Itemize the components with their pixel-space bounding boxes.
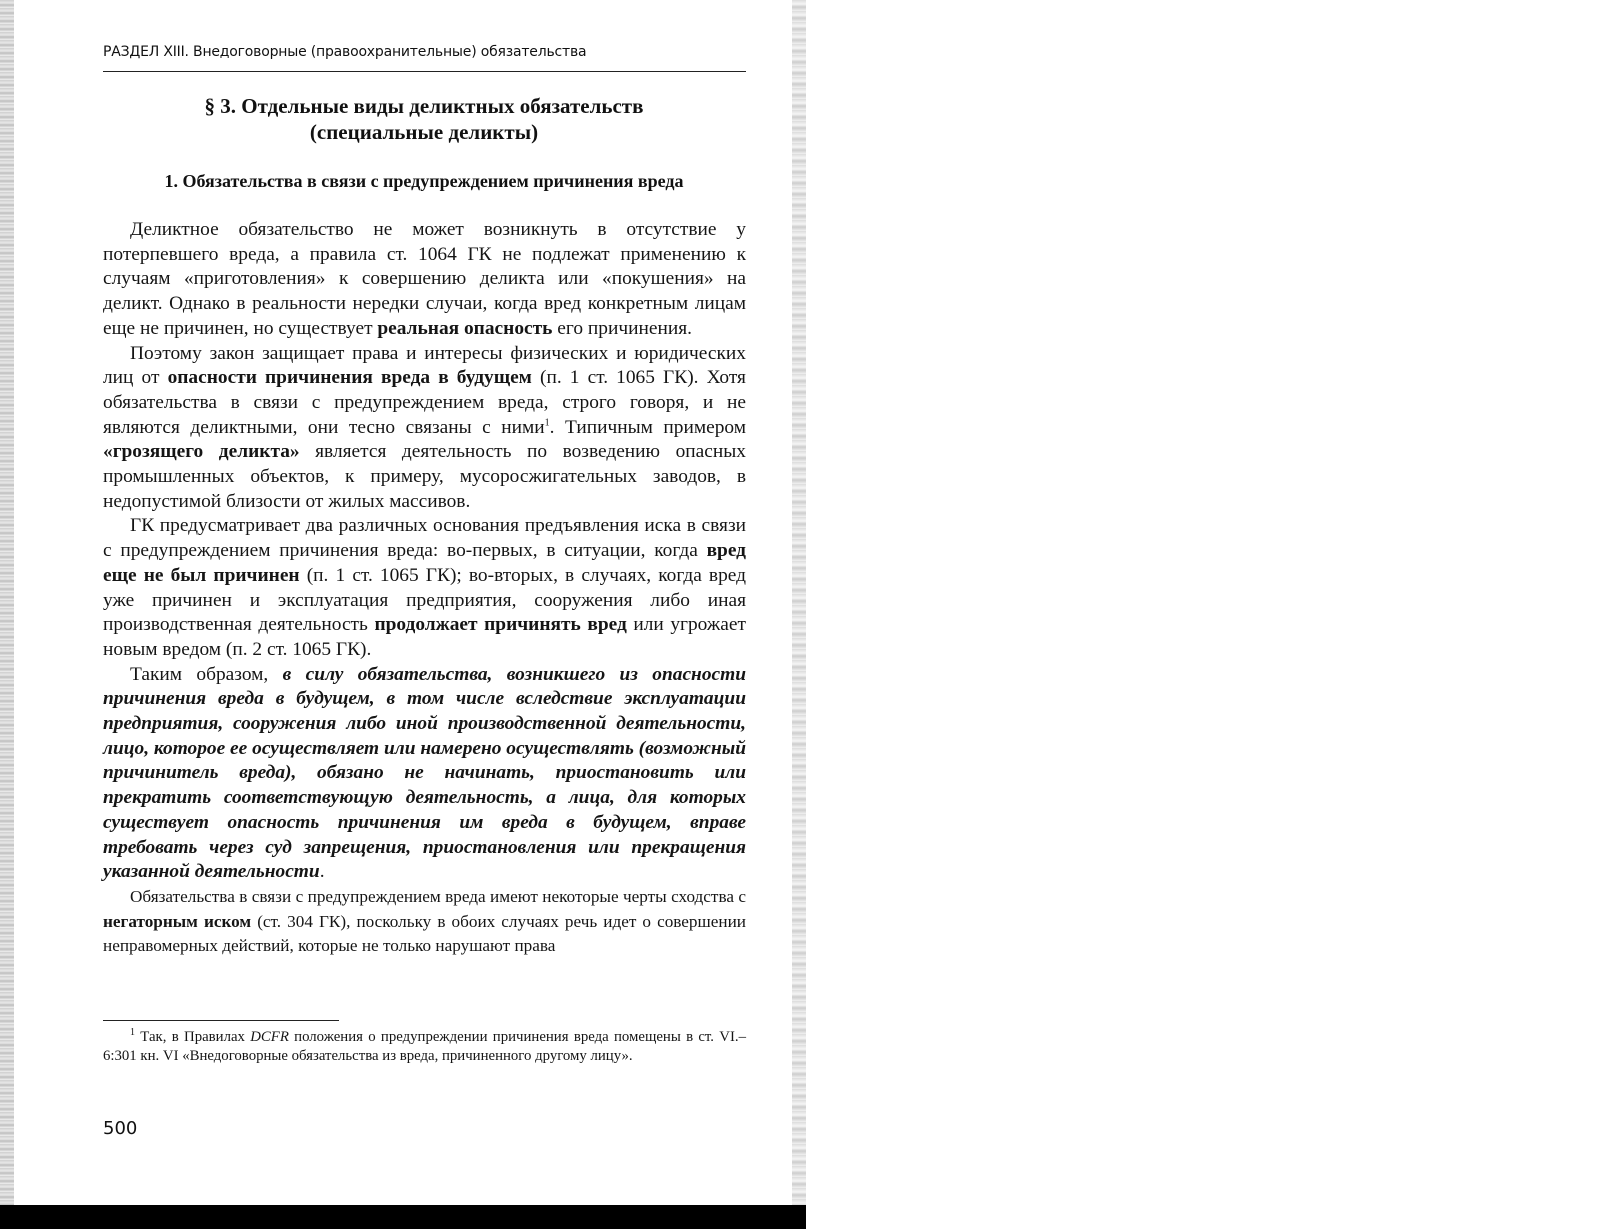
subsection-title: 1. Обязательства в связи с предупреждением причинения вреда [164,171,684,191]
italic-term: DCFR [250,1029,289,1045]
text-run: его причинения. [552,317,692,339]
paragraph-2 [103,342,746,515]
bold-term: вред еще не был причинен [103,540,746,586]
paragraph-5 [103,885,746,959]
text-run: . Типичным примером [549,416,746,438]
footnote-reference: 1 [544,417,550,429]
running-header: РАЗДЕЛ XIII. Внедоговорные (правоохранительные) обязательства [103,44,587,60]
text-run: Таким образом, [130,663,283,685]
text-run: положения о предупреждении причинения вреда помещены в ст. VI.–6:301 кн. VI «Внедоговорные обязательства из вреда, причиненного другому лицу». [103,1029,746,1064]
page-number: 500 [103,1118,138,1139]
page-left-edge-shadow [0,0,14,1229]
paragraph-1 [103,218,746,342]
text-run: (п. 1 ст. 1065 ГК). Хотя обязательства в связи с предупреждением вреда, строго говоря, и не являются деликтными, они тесно связаны с ними [103,367,746,438]
footnote-marker: 1 [130,1027,135,1039]
bold-italic-definition: в силу обязательства, возникшего из опасности причинения вреда в будущем, в том числе вследствие эксплуатации предприятия, сооружения либо иной производственной деятельности, лицо, которое ее осуществляет или намерено осуществлять (возможный причинитель вреда), обязано не начинать, приостановить или прекратить соответствующую деятельность, а лица, для которых существует опасность причинения им вреда в будущем, вправе требовать через суд запрещения, приостановления или прекращения указанной деятельности [103,663,747,883]
text-run: . [319,861,325,883]
paragraph-3 [103,514,746,662]
footnote [103,1028,746,1065]
bold-term: реальная опасность [377,317,553,339]
bold-term: негаторным иском [103,911,252,931]
text-run: Так, в Правилах [135,1029,251,1045]
text-run: Поэтому закон защищает права и интересы физических и юридических лиц от [103,342,746,389]
text-run: (п. 1 ст. 1065 ГК); во-вторых, в случаях, когда вред уже причинен и эксплуатация предприятия, сооружения либо иная производственная деятельность [103,564,746,636]
header-rule [103,71,746,72]
text-run: (ст. 304 ГК), поскольку в обоих случаях речь идет о совершении неправомерных действий, которые не только нарушают права [103,911,746,956]
bold-term: опасности причинения вреда в будущем [167,367,532,389]
text-run: Деликтное обязательство не может возникнуть в отсутствие у потерпевшего вреда, а правила ст. 1064 ГК не подлежат применению к случаям «приготовления» к совершению деликта или «покушения» на деликт. Однако в реальности нередки случаи, когда вред конкретным лицам еще не причинен, но существует [103,219,746,339]
bold-term: продолжает причинять вред [374,614,627,636]
text-run: ГК предусматривает два различных основания предъявления иска в связи с предупреждением причинения вреда: во-первых, в ситуации, когда [103,515,746,562]
body-text [103,218,746,959]
footnote-rule [103,1020,339,1021]
text-run: является деятельность по возведению опасных промышленных объектов, к примеру, мусоросжигательных заводов, в недопустимой близости от жилых массивов. [103,441,746,512]
scanner-bottom-edge [0,1205,806,1229]
text-run: Обязательства в связи с предупреждением вреда имеют некоторые черты сходства с [130,886,746,906]
blank-area [806,0,1600,1229]
paragraph-4 [103,663,746,885]
section-title-line-2: (специальные деликты) [309,120,539,144]
bold-term: «грозящего деликта» [103,441,300,463]
section-title-line-1: § 3. Отдельные виды деликтных обязательств [204,94,644,118]
section-title [103,93,745,145]
book-gutter-shadow [792,0,806,1205]
text-run: или угрожает новым вредом (п. 2 ст. 1065 ГК). [103,614,746,660]
